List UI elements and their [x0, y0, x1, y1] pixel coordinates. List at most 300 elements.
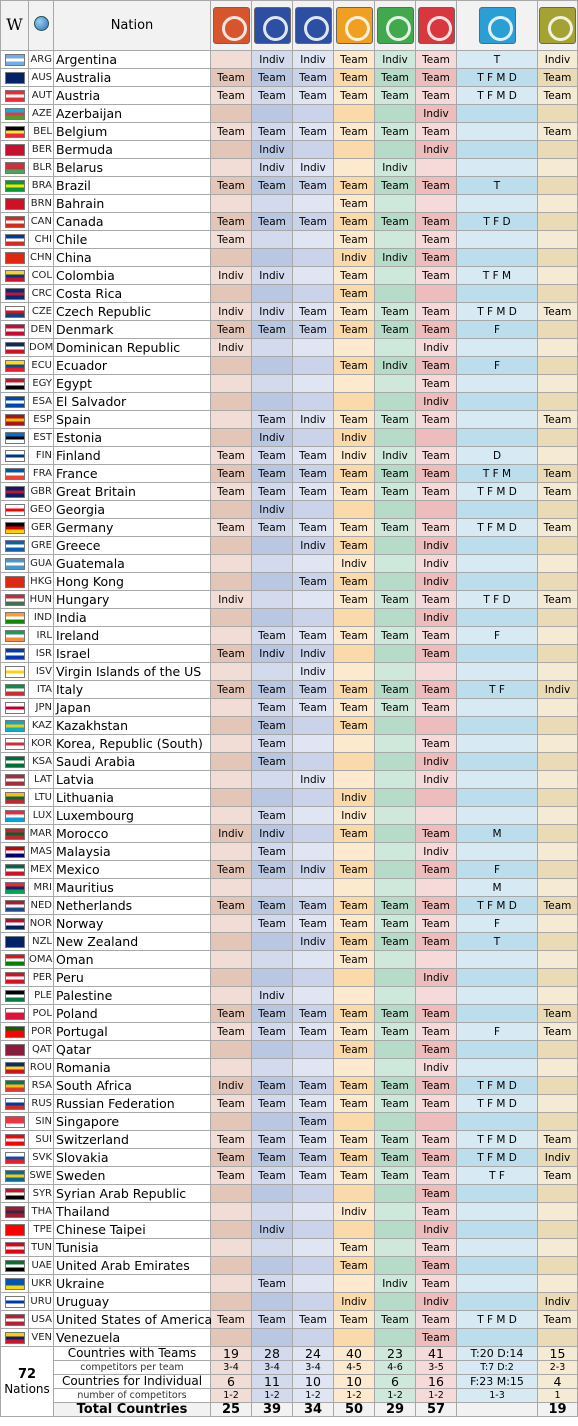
participation-cell: Team [538, 123, 578, 141]
nation-row [1, 483, 578, 501]
nation-link[interactable]: Peru [54, 969, 211, 987]
table-header [1, 1, 578, 51]
participation-cell: Team [416, 1149, 457, 1167]
flag-icon [1, 501, 29, 519]
flag-icon [1, 87, 29, 105]
participation-cell: Team [211, 1167, 252, 1185]
nation-link[interactable]: Germany [54, 519, 211, 537]
participation-cell: Team [293, 213, 334, 231]
participation-cell: Team [375, 1077, 416, 1095]
flag-icon [1, 195, 29, 213]
teams-count: 23 [375, 1347, 416, 1361]
participation-cell [375, 195, 416, 213]
nation-link[interactable]: Great Britain [54, 483, 211, 501]
participation-cell [375, 1239, 416, 1257]
nation-link[interactable]: Netherlands [54, 897, 211, 915]
nation-link[interactable]: Syrian Arab Republic [54, 1185, 211, 1203]
flag-icon [1, 987, 29, 1005]
participation-cell: Indiv [252, 141, 293, 159]
nation-link[interactable]: Norway [54, 915, 211, 933]
flag-icon [1, 1257, 29, 1275]
participation-cell: Team [334, 825, 375, 843]
nation-code: NED [29, 897, 54, 915]
participation-cell [211, 537, 252, 555]
participation-cell: Indiv [293, 933, 334, 951]
nation-link[interactable]: Virgin Islands of the US [54, 663, 211, 681]
nation-link[interactable]: Singapore [54, 1113, 211, 1131]
total-count: 29 [375, 1403, 416, 1417]
participation-cell [293, 141, 334, 159]
participation-cell: Team [211, 177, 252, 195]
nation-link[interactable]: Slovakia [54, 1149, 211, 1167]
nation-link[interactable]: Russian Federation [54, 1095, 211, 1113]
running-icon[interactable] [334, 1, 375, 51]
nation-link[interactable]: India [54, 609, 211, 627]
participation-cell: Team [375, 87, 416, 105]
participation-cell [293, 357, 334, 375]
nation-code: LTU [29, 789, 54, 807]
nation-row [1, 1149, 578, 1167]
nation-link[interactable]: Colombia [54, 267, 211, 285]
nation-link[interactable]: Dominican Republic [54, 339, 211, 357]
nation-link[interactable]: Poland [54, 1005, 211, 1023]
nation-row [1, 573, 578, 591]
participation-cell [293, 879, 334, 897]
nation-row [1, 951, 578, 969]
participation-cell: Indiv [334, 1203, 375, 1221]
nation-code: CZE [29, 303, 54, 321]
teams-label: Countries with Teams [54, 1347, 211, 1361]
flag-icon [1, 555, 29, 573]
participation-cell: Team [538, 87, 578, 105]
flag-icon [1, 1041, 29, 1059]
participation-cell [375, 339, 416, 357]
nation-link[interactable]: Lithuania [54, 789, 211, 807]
participation-cell: Indiv [416, 1221, 457, 1239]
nation-code: MAR [29, 825, 54, 843]
fencing-icon[interactable] [416, 1, 457, 51]
participation-cell [375, 735, 416, 753]
nation-row [1, 969, 578, 987]
nation-link[interactable]: Sweden [54, 1167, 211, 1185]
participation-cell [375, 573, 416, 591]
nation-link[interactable]: Hungary [54, 591, 211, 609]
participation-cell: T [457, 177, 538, 195]
teams-count: 15 [538, 1347, 578, 1361]
participation-cell: Team [416, 699, 457, 717]
nation-link[interactable]: Georgia [54, 501, 211, 519]
participation-cell: Team [252, 1275, 293, 1293]
nation-link[interactable]: Luxembourg [54, 807, 211, 825]
nation-link[interactable]: Spain [54, 411, 211, 429]
participation-cell [375, 555, 416, 573]
participation-cell: T F M [457, 465, 538, 483]
flag-icon [1, 123, 29, 141]
participation-cell: Team [293, 303, 334, 321]
participation-cell [416, 195, 457, 213]
indiv-count: 4 [538, 1375, 578, 1389]
teams-range: 3-4 [211, 1361, 252, 1375]
flag-icon [1, 1185, 29, 1203]
nation-link[interactable]: Mauritius [54, 879, 211, 897]
participation-cell: T F M D [457, 483, 538, 501]
participation-cell: Team [252, 681, 293, 699]
participation-cell [416, 879, 457, 897]
participation-cell: Team [334, 915, 375, 933]
participation-cell [375, 825, 416, 843]
participation-cell: Indiv [416, 105, 457, 123]
nation-link[interactable]: Oman [54, 951, 211, 969]
nation-link[interactable]: New Zealand [54, 933, 211, 951]
wikipedia-icon[interactable]: W [1, 1, 29, 51]
nation-link[interactable]: Belarus [54, 159, 211, 177]
participation-cell: Team [293, 1095, 334, 1113]
participation-cell: T F M D [457, 303, 538, 321]
nation-code: GER [29, 519, 54, 537]
participation-cell: Team [538, 1005, 578, 1023]
nation-link[interactable]: Israel [54, 645, 211, 663]
participation-cell: Team [375, 681, 416, 699]
participation-cell [252, 591, 293, 609]
participation-cell [252, 231, 293, 249]
participation-cell: Team [252, 447, 293, 465]
nation-link[interactable]: Switzerland [54, 1131, 211, 1149]
participation-cell: Team [538, 465, 578, 483]
nation-header[interactable]: Nation [54, 1, 211, 51]
participation-cell [334, 645, 375, 663]
participation-cell [538, 753, 578, 771]
nation-link[interactable]: Australia [54, 69, 211, 87]
nation-code: FRA [29, 465, 54, 483]
nation-code: RSA [29, 1077, 54, 1095]
participation-cell [538, 861, 578, 879]
nation-link[interactable]: Saudi Arabia [54, 753, 211, 771]
participation-cell [538, 879, 578, 897]
flag-icon [1, 879, 29, 897]
nation-link[interactable]: Hong Kong [54, 573, 211, 591]
participation-cell: Team [334, 573, 375, 591]
nation-link[interactable]: China [54, 249, 211, 267]
participation-cell [334, 375, 375, 393]
indiv-count: 6 [375, 1375, 416, 1389]
nation-link[interactable]: Czech Republic [54, 303, 211, 321]
nation-code: POL [29, 1005, 54, 1023]
participation-cell: Team [334, 195, 375, 213]
dressage-icon[interactable] [252, 1, 293, 51]
nation-code: UKR [29, 1275, 54, 1293]
participation-cell: Team [252, 519, 293, 537]
nation-code: CHN [29, 249, 54, 267]
participation-cell [334, 141, 375, 159]
participation-cell: Indiv [538, 1149, 578, 1167]
participation-cell: Team [416, 519, 457, 537]
total-count: 34 [293, 1403, 334, 1417]
flag-icon [1, 69, 29, 87]
participation-cell [334, 1275, 375, 1293]
participation-cell: Indiv [211, 339, 252, 357]
nation-link[interactable]: Ireland [54, 627, 211, 645]
participation-cell [375, 1329, 416, 1347]
indiv-count: 16 [416, 1375, 457, 1389]
participation-cell: Team [211, 861, 252, 879]
indiv-sub-label: number of competitors [54, 1389, 211, 1403]
nation-code: ECU [29, 357, 54, 375]
nation-link[interactable]: Estonia [54, 429, 211, 447]
participation-cell [457, 123, 538, 141]
flag-icon [1, 861, 29, 879]
participation-cell: Team [416, 1005, 457, 1023]
nation-link[interactable]: Korea, Republic (South) [54, 735, 211, 753]
participation-cell: Team [211, 897, 252, 915]
nation-link[interactable]: Palestine [54, 987, 211, 1005]
nation-link[interactable]: Chile [54, 231, 211, 249]
participation-cell: Team [293, 915, 334, 933]
nation-row [1, 321, 578, 339]
archery-icon[interactable] [211, 1, 252, 51]
nation-row [1, 1275, 578, 1293]
participation-cell: Team [252, 123, 293, 141]
participation-cell: Team [334, 861, 375, 879]
participation-cell: Team [375, 1005, 416, 1023]
flag-icon [1, 663, 29, 681]
shooting-icon[interactable] [457, 1, 538, 51]
flag-icon [1, 645, 29, 663]
nation-link[interactable]: Costa Rica [54, 285, 211, 303]
participation-cell [211, 627, 252, 645]
participation-cell [293, 555, 334, 573]
nation-link[interactable]: Morocco [54, 825, 211, 843]
nation-code: SIN [29, 1113, 54, 1131]
indiv-range: 1-2 [211, 1389, 252, 1403]
participation-cell: Team [211, 1311, 252, 1329]
participation-cell [375, 861, 416, 879]
nation-link[interactable]: Uruguay [54, 1293, 211, 1311]
participation-cell [211, 1329, 252, 1347]
nation-code: BEL [29, 123, 54, 141]
participation-cell [252, 969, 293, 987]
participation-cell: Indiv [293, 861, 334, 879]
flag-icon [1, 375, 29, 393]
participation-cell [334, 663, 375, 681]
participation-cell [538, 771, 578, 789]
participation-cell: Team [375, 591, 416, 609]
nation-code: VEN [29, 1329, 54, 1347]
participation-cell: Team [375, 1131, 416, 1149]
nation-link[interactable]: France [54, 465, 211, 483]
nation-link[interactable]: Austria [54, 87, 211, 105]
participation-cell: Indiv [416, 141, 457, 159]
participation-cell [457, 753, 538, 771]
nation-link[interactable]: Brazil [54, 177, 211, 195]
participation-cell [538, 969, 578, 987]
nation-link[interactable]: Qatar [54, 1041, 211, 1059]
participation-cell: Team [538, 69, 578, 87]
participation-cell [334, 771, 375, 789]
participation-cell [211, 879, 252, 897]
participation-cell [293, 753, 334, 771]
participation-cell [538, 267, 578, 285]
participation-cell [457, 969, 538, 987]
nation-link[interactable]: Ecuador [54, 357, 211, 375]
participation-cell: Indiv [211, 825, 252, 843]
flag-icon [1, 141, 29, 159]
participation-cell: Team [416, 1239, 457, 1257]
nation-link[interactable]: Chinese Taipei [54, 1221, 211, 1239]
nation-link[interactable]: Venezuela [54, 1329, 211, 1347]
nation-link[interactable]: El Salvador [54, 393, 211, 411]
participation-cell [293, 1275, 334, 1293]
participation-cell [375, 537, 416, 555]
participation-cell: M [457, 825, 538, 843]
participation-cell: F [457, 861, 538, 879]
participation-cell [538, 213, 578, 231]
nation-code: MEX [29, 861, 54, 879]
participation-cell [375, 393, 416, 411]
participation-cell: Team [252, 411, 293, 429]
equestrian-icon[interactable] [375, 1, 416, 51]
flag-icon [1, 753, 29, 771]
participation-cell: Team [252, 483, 293, 501]
participation-cell [538, 1113, 578, 1131]
participation-cell: F [457, 1023, 538, 1041]
participation-cell: F [457, 321, 538, 339]
nation-link[interactable]: Finland [54, 447, 211, 465]
participation-cell [375, 231, 416, 249]
participation-cell: Team [211, 1131, 252, 1149]
nation-link[interactable]: South Africa [54, 1077, 211, 1095]
participation-cell [538, 1041, 578, 1059]
flag-icon [1, 843, 29, 861]
nation-link[interactable]: Romania [54, 1059, 211, 1077]
participation-cell: Team [334, 1167, 375, 1185]
participation-cell: Indiv [375, 357, 416, 375]
nation-row [1, 879, 578, 897]
nation-link[interactable]: Belgium [54, 123, 211, 141]
nation-row [1, 213, 578, 231]
nation-link[interactable]: Bahrain [54, 195, 211, 213]
nation-row [1, 411, 578, 429]
participation-cell: Team [252, 1131, 293, 1149]
nation-link[interactable]: Japan [54, 699, 211, 717]
participation-cell: Indiv [416, 771, 457, 789]
participation-cell [293, 249, 334, 267]
swimming-icon[interactable] [538, 1, 578, 51]
nation-link[interactable]: Denmark [54, 321, 211, 339]
participation-cell: Indiv [252, 825, 293, 843]
nation-link[interactable]: United States of America [54, 1311, 211, 1329]
participation-cell: Team [538, 483, 578, 501]
nation-link[interactable]: Portugal [54, 1023, 211, 1041]
nation-link[interactable]: Kazakhstan [54, 717, 211, 735]
participation-cell [293, 1041, 334, 1059]
nation-link[interactable]: Tunisia [54, 1239, 211, 1257]
nation-link[interactable]: Ukraine [54, 1275, 211, 1293]
participation-cell: Team [416, 897, 457, 915]
nations-label: Nations [4, 1381, 50, 1396]
nation-link[interactable]: Greece [54, 537, 211, 555]
participation-cell [211, 933, 252, 951]
participation-cell: Team [416, 177, 457, 195]
participation-cell [375, 1221, 416, 1239]
teams-row [1, 1347, 578, 1361]
participation-cell: T F [457, 1167, 538, 1185]
nation-link[interactable]: Guatemala [54, 555, 211, 573]
nation-code: USA [29, 1311, 54, 1329]
participation-cell: Team [293, 1023, 334, 1041]
participation-cell [252, 537, 293, 555]
participation-cell [211, 429, 252, 447]
participation-cell: Team [334, 1239, 375, 1257]
participation-cell: Indiv [538, 681, 578, 699]
participation-cell [252, 1203, 293, 1221]
nation-link[interactable]: Canada [54, 213, 211, 231]
nation-link[interactable]: Italy [54, 681, 211, 699]
participation-cell: Team [416, 1131, 457, 1149]
flag-icon [1, 447, 29, 465]
participation-cell [538, 249, 578, 267]
nation-row [1, 537, 578, 555]
participation-cell [538, 951, 578, 969]
nation-link[interactable]: Bermuda [54, 141, 211, 159]
participation-cell: Team [252, 465, 293, 483]
participation-cell: Team [375, 1023, 416, 1041]
participation-cell [538, 375, 578, 393]
globe-icon[interactable] [29, 1, 54, 51]
participation-cell [457, 393, 538, 411]
participation-cell [375, 717, 416, 735]
nation-row [1, 987, 578, 1005]
jumping-icon[interactable] [293, 1, 334, 51]
participation-cell: Team [252, 699, 293, 717]
participation-cell: Team [252, 843, 293, 861]
participation-cell [538, 285, 578, 303]
participation-cell [293, 1185, 334, 1203]
nation-link[interactable]: Argentina [54, 51, 211, 69]
nation-link[interactable]: Mexico [54, 861, 211, 879]
participation-cell: Team [416, 69, 457, 87]
participation-cell [416, 807, 457, 825]
flag-icon [1, 915, 29, 933]
participation-cell: Team [252, 1149, 293, 1167]
participation-cell [375, 1203, 416, 1221]
participation-cell [457, 537, 538, 555]
flag-icon [1, 1077, 29, 1095]
participation-cell: Team [293, 1005, 334, 1023]
nation-row [1, 681, 578, 699]
nation-link[interactable]: Thailand [54, 1203, 211, 1221]
participation-cell [252, 285, 293, 303]
participation-cell [538, 429, 578, 447]
flag-icon [1, 1311, 29, 1329]
participation-cell [252, 1185, 293, 1203]
participation-cell: Team [334, 231, 375, 249]
nation-link[interactable]: Malaysia [54, 843, 211, 861]
participation-cell [416, 789, 457, 807]
participation-cell [375, 645, 416, 663]
participation-cell: Team [416, 411, 457, 429]
participation-cell [457, 141, 538, 159]
participation-cell: Indiv [252, 1221, 293, 1239]
participation-cell [538, 177, 578, 195]
nation-link[interactable]: United Arab Emirates [54, 1257, 211, 1275]
participation-cell: Team [416, 1041, 457, 1059]
nation-link[interactable]: Egypt [54, 375, 211, 393]
nation-link[interactable]: Azerbaijan [54, 105, 211, 123]
participation-cell [375, 879, 416, 897]
participation-cell [538, 1077, 578, 1095]
nation-link[interactable]: Latvia [54, 771, 211, 789]
participation-cell [334, 105, 375, 123]
